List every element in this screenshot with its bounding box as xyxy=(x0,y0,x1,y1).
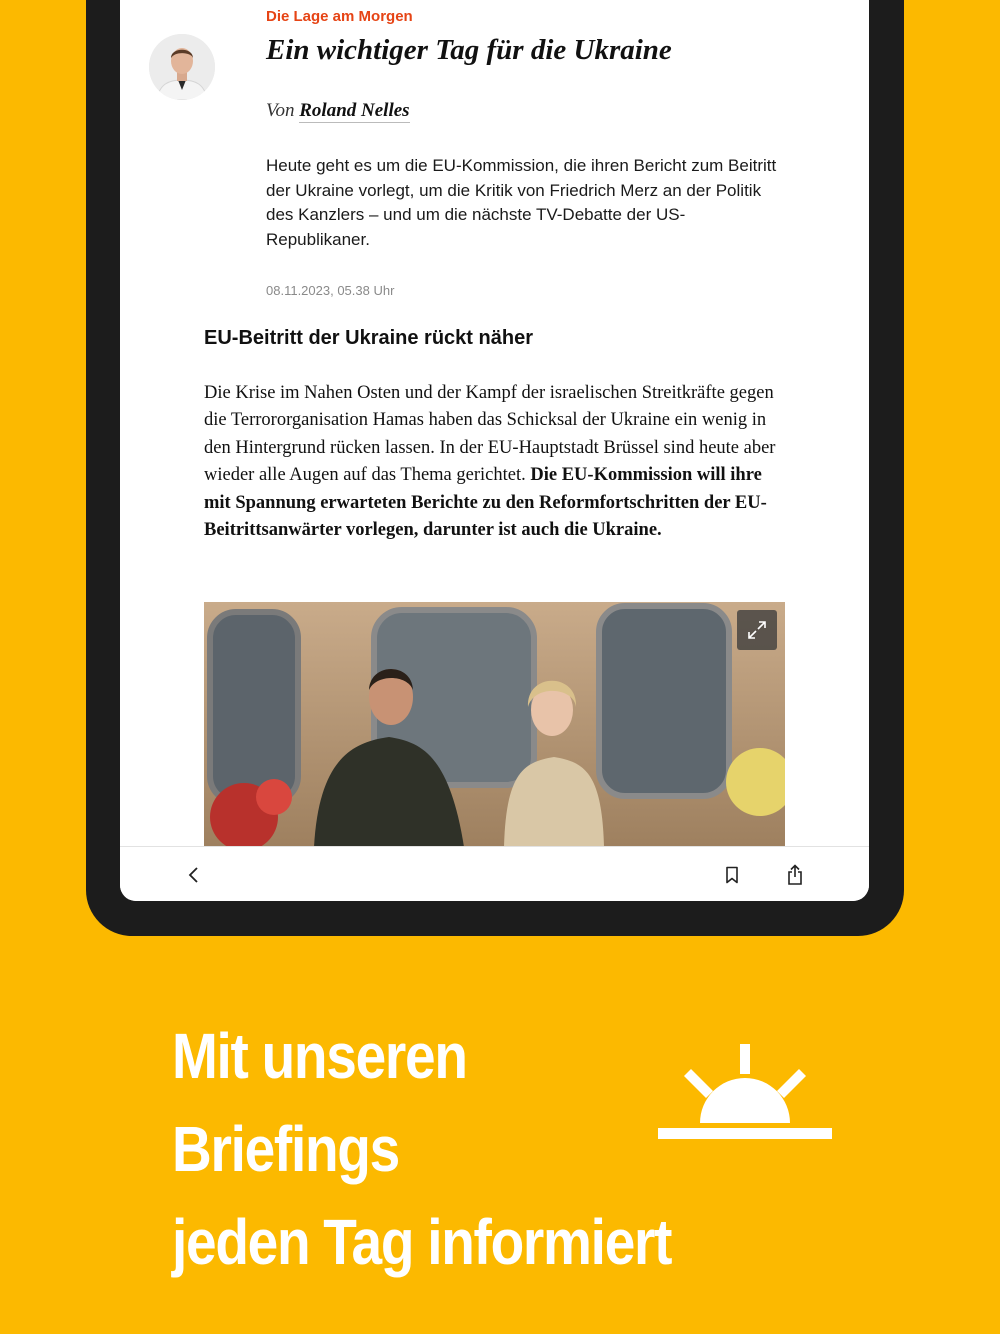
article-headline: Ein wichtiger Tag für die Ukraine xyxy=(266,34,672,66)
author-link[interactable]: Roland Nelles xyxy=(299,100,410,121)
author-avatar-image xyxy=(149,34,215,100)
article-screen xyxy=(120,0,869,901)
article-kicker[interactable]: Die Lage am Morgen xyxy=(266,8,413,25)
promo-line-1: Mit unseren xyxy=(172,1020,467,1092)
chevron-left-icon xyxy=(187,866,201,884)
article-teaser: Heute geht es um die EU-Kommission, die ihren Bericht zum Beitritt der Ukraine vorlegt, um die Kritik von Friedrich Merz an der Politik des Kanzlers – und um die nächste TV-Debatte der US-Republikaner. xyxy=(266,156,777,249)
bottom-toolbar xyxy=(120,846,869,901)
promo-line-3: jeden Tag informiert xyxy=(172,1206,672,1278)
publish-date: 08.11.2023, 05.38 Uhr xyxy=(266,283,395,298)
photo-illustration xyxy=(204,602,785,847)
byline-prefix: Von xyxy=(266,100,300,121)
back-button[interactable] xyxy=(180,861,208,889)
section-heading: EU-Beitritt der Ukraine rückt näher xyxy=(204,327,533,349)
paragraph-text: Die Krise im Nahen Osten und der Kampf der israelischen Streitkräfte gegen die Terrororganisation Hamas haben das Schicksal der Ukraine ein wenig in den Hintergrund rücken lassen. In der EU-Hauptstadt Brüssel sind heute aber wieder alle Augen auf das Thema gerichtet. xyxy=(204,383,776,486)
share-icon xyxy=(786,864,804,886)
expand-image-button[interactable] xyxy=(737,610,777,650)
byline xyxy=(266,100,410,122)
expand-icon xyxy=(746,619,768,641)
bookmark-icon xyxy=(725,866,739,884)
promo-line-2: Briefings xyxy=(172,1113,399,1185)
article-paragraph xyxy=(204,380,786,544)
paragraph-bold-text: Die EU-Kommission will ihre mit Spannung erwarteten Berichte zu den Reformfortschritten der EU-Beitrittsanwärter vorlegen, darunter ist auch die Ukraine. xyxy=(204,465,767,540)
bookmark-button[interactable] xyxy=(718,861,746,889)
share-button[interactable] xyxy=(781,861,809,889)
article-photo[interactable] xyxy=(204,602,785,847)
sunrise-icon xyxy=(656,1042,836,1142)
author-avatar[interactable] xyxy=(149,34,215,100)
